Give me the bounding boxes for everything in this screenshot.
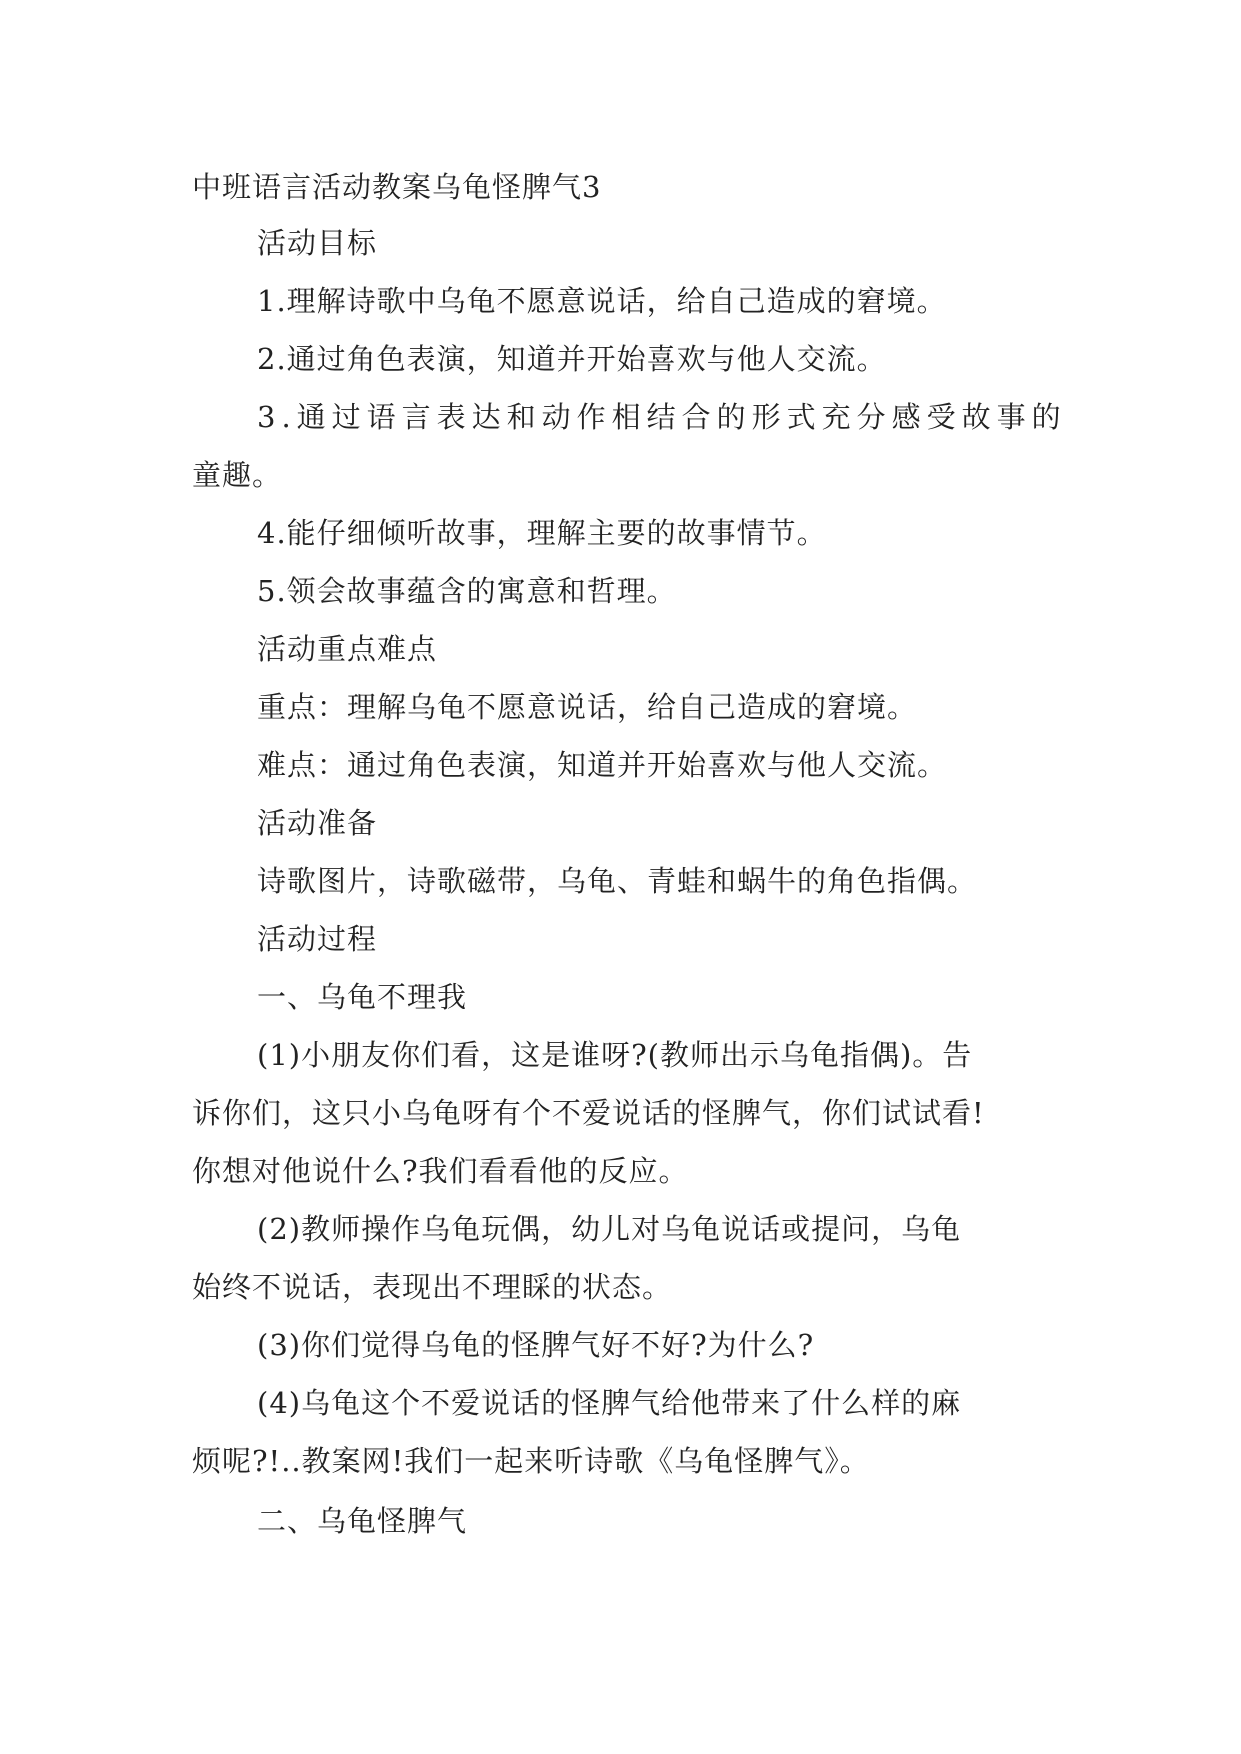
section-1-heading: 一、乌龟不理我 <box>257 980 468 1014</box>
goal-1: 1.理解诗歌中乌龟不愿意说话，给自己造成的窘境。 <box>257 284 947 318</box>
goal-5: 5.领会故事蕴含的寓意和哲理。 <box>257 574 677 608</box>
step-3: (3)你们觉得乌龟的怪脾气好不好?为什么? <box>257 1328 815 1362</box>
step-2-line-2: 始终不说话，表现出不理睬的状态。 <box>192 1270 673 1304</box>
heading-activity-goals: 活动目标 <box>257 226 378 260</box>
goal-2: 2.通过角色表演，知道并开始喜欢与他人交流。 <box>257 342 887 376</box>
step-2-line-1: (2)教师操作乌龟玩偶，幼儿对乌龟说话或提问，乌龟 <box>257 1212 962 1246</box>
goal-4: 4.能仔细倾听故事，理解主要的故事情节。 <box>257 516 827 550</box>
step-1-line-1: (1)小朋友你们看，这是谁呀?(教师出示乌龟指偶)。告 <box>257 1038 973 1072</box>
step-4-line-1: (4)乌龟这个不爱说话的怪脾气给他带来了什么样的麻 <box>257 1386 962 1420</box>
heading-key-points: 活动重点难点 <box>257 632 438 666</box>
step-4-line-2: 烦呢?!..教案网!我们一起来听诗歌《乌龟怪脾气》。 <box>192 1444 870 1478</box>
key-point: 重点：理解乌龟不愿意说话，给自己造成的窘境。 <box>257 690 918 724</box>
document-title: 中班语言活动教案乌龟怪脾气3 <box>192 170 602 204</box>
difficult-point: 难点：通过角色表演，知道并开始喜欢与他人交流。 <box>257 748 948 782</box>
step-1-line-3: 你想对他说什么?我们看看他的反应。 <box>192 1154 689 1188</box>
preparation-text: 诗歌图片，诗歌磁带，乌龟、青蛙和蜗牛的角色指偶。 <box>257 864 978 898</box>
heading-preparation: 活动准备 <box>257 806 378 840</box>
step-1-line-2: 诉你们，这只小乌龟呀有个不爱说话的怪脾气，你们试试看! <box>192 1096 985 1130</box>
heading-process: 活动过程 <box>257 922 378 956</box>
goal-3-continued: 童趣。 <box>192 458 283 492</box>
section-2-heading: 二、乌龟怪脾气 <box>257 1504 468 1538</box>
goal-3: 3.通过语言表达和动作相结合的形式充分感受故事的 <box>257 400 1067 434</box>
